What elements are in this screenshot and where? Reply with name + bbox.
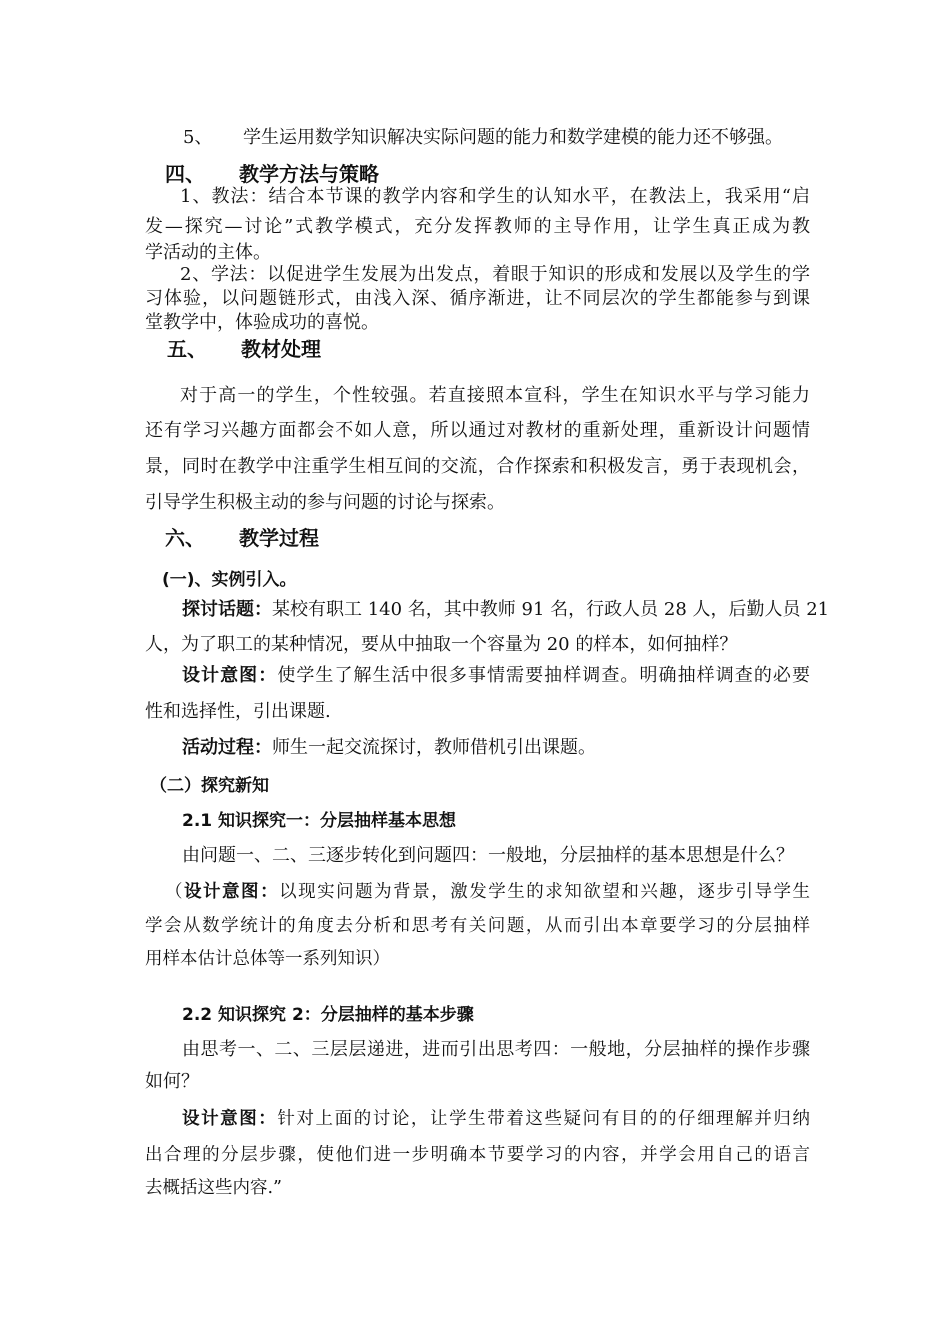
section-number: 四、 <box>165 162 205 186</box>
paragraph-line: 出合理的分层步骤，使他们进一步明确本节要学习的内容，并学会用自己的语言 <box>145 1145 810 1165</box>
section-heading-5 <box>167 333 321 362</box>
topic-line <box>182 594 830 626</box>
paragraph-line: 用样本估计总体等一系列知识） <box>145 949 390 969</box>
list-item-number: 5、 <box>183 127 213 148</box>
open-paren: （ <box>165 882 185 902</box>
paragraph-line: 性和选择性，引出课题. <box>145 701 331 722</box>
paragraph-line: 引导学生积极主动的参与问题的讨论与探索。 <box>145 492 505 513</box>
list-item-text: 学生运用数学知识解决实际问题的能力和数学建模的能力还不够强。 <box>243 127 783 148</box>
topic-text: 某校有职工 140 名，其中教师 91 名，行政人员 28 人，后勤人员 21 <box>272 599 830 620</box>
section-title: 教学方法与策略 <box>239 162 379 186</box>
intent-text: 以现实问题为背景，激发学生的求知欲望和兴趣，逐步引导学生 <box>279 882 811 902</box>
intent-text: 使学生了解生活中很多事情需要抽样调查。明确抽样调查的必要 <box>277 665 810 686</box>
knowledge-heading-1: 2.1 知识探究一：分层抽样基本思想 <box>182 811 457 831</box>
paragraph-line: 如何？ <box>145 1071 199 1092</box>
paragraph-line: 堂教学中，体验成功的喜悦。 <box>145 312 379 333</box>
intent-text: 针对上面的讨论，让学生带着这些疑问有目的的仔细理解并归纳 <box>277 1109 810 1129</box>
paragraph-line: 习体验，以问题链形式，由浅入深、循序渐进，让不同层次的学生都能参与到课 <box>145 288 810 309</box>
list-item-5 <box>183 124 783 152</box>
subsection-heading: （二）探究新知 <box>150 776 269 796</box>
paragraph-line: 学活动的主体。 <box>145 242 271 263</box>
paragraph-line: 由问题一、二、三逐步转化到问题四：一般地，分层抽样的基本思想是什么？ <box>182 845 794 866</box>
paragraph-line: 对于高一的学生，个性较强。若直接照本宣科，学生在知识水平与学习能力 <box>180 385 810 406</box>
intent-label: 设计意图： <box>184 882 280 902</box>
section-title: 教材处理 <box>241 337 321 361</box>
paragraph-line: 去概括这些内容.” <box>145 1178 283 1198</box>
intent-line <box>182 660 810 692</box>
knowledge-heading-2: 2.2 知识探究 2：分层抽样的基本步骤 <box>182 1005 474 1025</box>
activity-text: 师生一起交流探讨，教师借机引出课题。 <box>272 737 596 758</box>
subsection-heading: (一)、实例引入。 <box>162 570 297 590</box>
paragraph-line: 学会从数学统计的角度去分析和思考有关问题，从而引出本章要学习的分层抽样 <box>145 916 810 936</box>
paragraph-line: 发—探究—讨论”式教学模式，充分发挥教师的主导作用，让学生真正成为教 <box>145 216 810 237</box>
paragraph-line: 景，同时在教学中注重学生相互间的交流，合作探索和积极发言，勇于表现机会， <box>145 456 810 477</box>
intent-label: 设计意图： <box>182 665 278 686</box>
topic-label: 探讨话题： <box>182 599 272 620</box>
paragraph-line: 还有学习兴趣方面都会不如人意，所以通过对教材的重新处理，重新设计问题情 <box>145 420 810 441</box>
section-number: 六、 <box>165 526 205 550</box>
activity-label: 活动过程： <box>182 737 272 758</box>
section-heading-6 <box>165 522 319 551</box>
section-number: 五、 <box>167 337 207 361</box>
activity-line <box>182 732 810 764</box>
paragraph-line: 由思考一、二、三层层递进，进而引出思考四：一般地，分层抽样的操作步骤 <box>182 1039 810 1060</box>
intent-line <box>165 876 810 908</box>
paragraph-line: 2、学法：以促进学生发展为出发点，着眼于知识的形成和发展以及学生的学 <box>180 264 810 285</box>
paragraph-line: 人，为了职工的某种情况，要从中抽取一个容量为 20 的样本，如何抽样？ <box>145 634 738 655</box>
intent-label: 设计意图： <box>182 1109 278 1129</box>
paragraph-line: 1、教法：结合本节课的教学内容和学生的认知水平，在教法上，我采用“启 <box>180 186 810 207</box>
intent-line <box>182 1103 810 1135</box>
section-title: 教学过程 <box>239 526 319 550</box>
